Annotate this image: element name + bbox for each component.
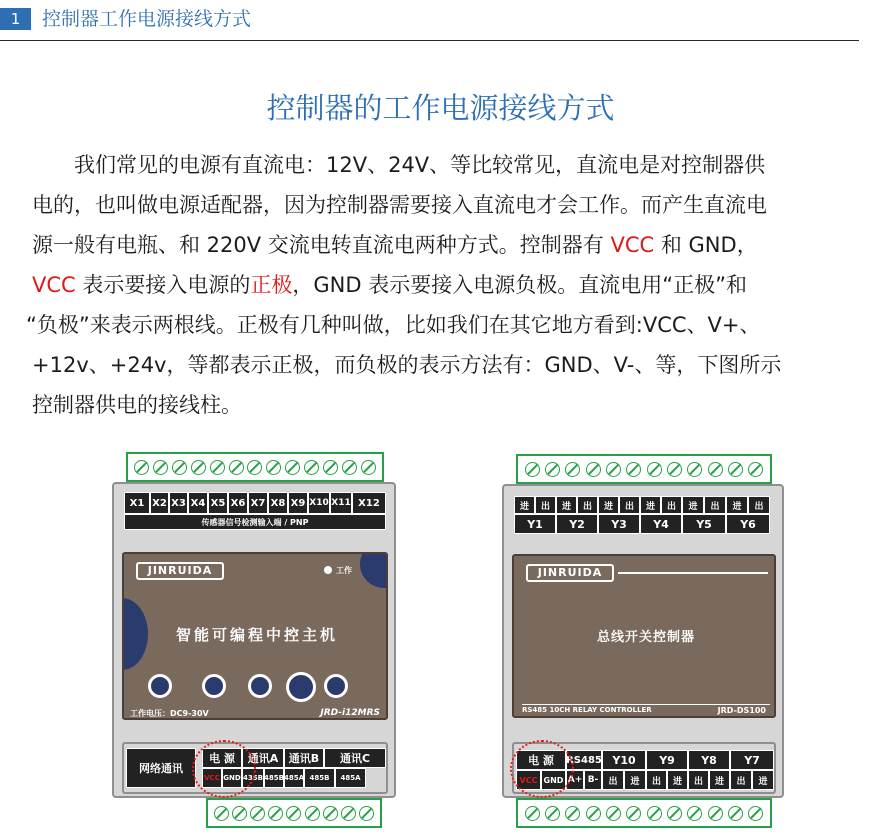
screw-icon — [626, 806, 641, 821]
model-label: JRD-i12MRS — [320, 708, 380, 718]
screw-icon — [266, 460, 281, 475]
screw-icon — [586, 806, 601, 821]
screw-icon — [545, 462, 560, 477]
power-highlight-ring — [510, 740, 574, 798]
power-group-label: 电 源 — [202, 748, 242, 768]
terminal-label: X3 — [169, 492, 188, 514]
screw-icon — [667, 806, 682, 821]
terminal-label: X11 — [330, 492, 352, 514]
output-label-y9: Y9 — [646, 750, 688, 770]
top-output-labels — [514, 514, 770, 534]
text: ，GND 表示要接入电源负极。直流电用“正极”和 — [292, 273, 747, 297]
power-group-label: 电 源 — [516, 750, 566, 770]
screw-icon — [153, 460, 168, 475]
text: 和 GND， — [654, 233, 758, 257]
terminal-label: X10 — [308, 492, 330, 514]
screw-icon — [728, 462, 743, 477]
screw-icon — [359, 806, 374, 821]
para-line-2: 电的，也叫做电源适配器，因为控制器需要接入直流电才会工作。而产生直流电 — [32, 193, 767, 217]
terminal-label: 485B — [304, 768, 335, 788]
terminal-label: X12 — [352, 492, 386, 514]
subtitle-label: RS485 10CH RELAY CONTROLLER — [522, 706, 652, 714]
front-panel — [512, 554, 776, 718]
screw-icon — [565, 806, 580, 821]
terminal-label: X9 — [288, 492, 308, 514]
screw-icon — [341, 806, 356, 821]
screw-icon — [305, 806, 320, 821]
voltage-label: 工作电压：DC9-30V — [130, 709, 209, 718]
screw-icon — [626, 462, 641, 477]
screw-icon — [748, 462, 763, 477]
screw-icon — [323, 460, 338, 475]
output-label-y5: Y5 — [682, 514, 726, 534]
screw-icon — [304, 460, 319, 475]
panel-button-4[interactable] — [286, 672, 316, 702]
screw-icon — [250, 806, 265, 821]
screw-icon — [525, 806, 540, 821]
screw-icon — [210, 460, 225, 475]
vcc-terminal: VCC — [516, 770, 541, 790]
top-terminal-block — [516, 454, 772, 484]
screw-icon — [134, 460, 149, 475]
panel-bottom-rule — [522, 704, 770, 705]
terminal-label: 进 — [709, 770, 730, 790]
section-header — [0, 4, 881, 34]
terminal-label: 出 — [748, 496, 770, 514]
terminal-label: 进 — [556, 496, 577, 514]
terminal-label: X4 — [188, 492, 208, 514]
panel-button-5[interactable] — [324, 674, 348, 698]
screw-icon — [687, 462, 702, 477]
para-line-7: 控制器供电的接线柱。 — [32, 393, 242, 417]
screw-icon — [748, 806, 763, 821]
terminal-label: X7 — [248, 492, 268, 514]
section-title: 控制器工作电源接线方式 — [42, 8, 252, 30]
output-label-y7: Y7 — [730, 750, 774, 770]
gnd-terminal: GND — [541, 770, 566, 790]
screw-icon — [667, 462, 682, 477]
work-led-icon — [324, 566, 332, 574]
screw-icon — [647, 806, 662, 821]
terminal-label: 进 — [640, 496, 661, 514]
para-line-3 — [32, 230, 758, 260]
top-terminal-caption: 传感器信号检测输入端 / PNP — [124, 514, 386, 530]
top-terminal-block — [126, 452, 384, 482]
comm-a-label: 通讯A — [242, 748, 284, 768]
terminal-label: 435B — [242, 768, 264, 788]
terminal-label: 进 — [726, 496, 748, 514]
screw-icon — [361, 460, 376, 475]
screw-icon — [606, 462, 621, 477]
terminal-label: 进 — [624, 770, 646, 790]
terminal-label: X1 — [124, 492, 150, 514]
terminal-label: A+ — [566, 770, 584, 790]
top-inout-labels — [514, 496, 770, 514]
terminal-label: 进 — [682, 496, 704, 514]
screw-icon — [342, 460, 357, 475]
power-highlight-ring — [192, 740, 256, 798]
panel-rule — [618, 572, 768, 574]
text: 表示要接入电源的 — [75, 273, 251, 297]
front-panel — [122, 552, 388, 720]
screw-icon — [191, 460, 206, 475]
screw-icon — [708, 462, 723, 477]
device-name: 智能可编程中控主机 — [175, 626, 338, 644]
header-divider — [0, 40, 859, 41]
terminal-label: X2 — [150, 492, 169, 514]
terminal-label: 出 — [661, 496, 682, 514]
corner-decoration — [360, 552, 388, 588]
screw-icon — [172, 460, 187, 475]
terminal-label: X5 — [208, 492, 228, 514]
brand-logo: JINRUIDA — [136, 562, 224, 580]
vcc-highlight: VCC — [610, 233, 655, 257]
screw-icon — [586, 462, 601, 477]
bus-switch-controller — [502, 454, 787, 832]
terminal-label: 485A — [335, 768, 366, 788]
bottom-terminal-block — [206, 798, 382, 828]
screw-icon — [647, 462, 662, 477]
terminal-label: 485A — [284, 768, 304, 788]
device-name: 总线开关控制器 — [596, 630, 695, 645]
screw-icon — [545, 806, 560, 821]
terminal-label: 出 — [619, 496, 640, 514]
vcc-terminal: VCC — [202, 768, 222, 788]
brand-logo: JINRUIDA — [526, 564, 614, 582]
terminal-label: X6 — [228, 492, 248, 514]
output-label-y6: Y6 — [726, 514, 770, 534]
terminal-label: 进 — [598, 496, 619, 514]
work-led-label: 工作 — [336, 566, 352, 575]
output-label-y2: Y2 — [556, 514, 598, 534]
para-line-4 — [32, 270, 747, 300]
comm-c-label: 通讯C — [324, 748, 386, 768]
screw-icon — [525, 462, 540, 477]
screw-icon — [247, 460, 262, 475]
document-title: 控制器的工作电源接线方式 — [266, 91, 615, 125]
comm-b-label: 通讯B — [284, 748, 324, 768]
terminal-label: 进 — [667, 770, 688, 790]
screw-icon — [229, 460, 244, 475]
vcc-highlight: VCC — [32, 273, 76, 297]
output-label-y4: Y4 — [640, 514, 682, 534]
terminal-label: 进 — [752, 770, 774, 790]
terminal-label: 出 — [602, 770, 624, 790]
para-line-6: +12v、+24v，等都表示正极，而负极的表示方法有：GND、V-、等，下图所示 — [32, 353, 782, 377]
bottom-terminal-block — [516, 798, 772, 828]
section-number: 1 — [0, 8, 31, 30]
terminal-label: 出 — [688, 770, 709, 790]
screw-icon — [708, 806, 723, 821]
screw-icon — [232, 806, 247, 821]
terminal-label: 出 — [704, 496, 726, 514]
gnd-terminal: GND — [222, 768, 242, 788]
net-comm-label: 网络通讯 — [126, 748, 196, 788]
screw-icon — [728, 806, 743, 821]
para-line-1: 我们常见的电源有直流电：12V、24V、等比较常见，直流电是对控制器供 — [74, 153, 766, 177]
terminal-label: 出 — [535, 496, 556, 514]
output-label-y3: Y3 — [598, 514, 640, 534]
positive-highlight: 正极 — [250, 273, 293, 297]
text: 源一般有电瓶、和 220V 交流电转直流电两种方式。控制器有 — [32, 233, 611, 257]
screw-icon — [565, 462, 580, 477]
terminal-label: 出 — [730, 770, 752, 790]
output-label-y1: Y1 — [514, 514, 556, 534]
terminal-label: X8 — [268, 492, 288, 514]
controller-main-unit — [110, 452, 400, 832]
model-label: JRD-DS100 — [717, 706, 766, 715]
screw-icon — [606, 806, 621, 821]
output-label-y8: Y8 — [688, 750, 730, 770]
screw-icon — [214, 806, 229, 821]
terminal-label: 进 — [514, 496, 535, 514]
rs485-label: RS485 — [566, 750, 602, 770]
terminal-label: B- — [584, 770, 602, 790]
top-terminal-labels — [124, 492, 386, 514]
terminal-label: 出 — [646, 770, 667, 790]
panel-button-2[interactable] — [202, 674, 226, 698]
terminal-label: 出 — [577, 496, 598, 514]
screw-icon — [285, 460, 300, 475]
terminal-label: 485B — [264, 768, 284, 788]
screw-icon — [268, 806, 283, 821]
output-label-y10: Y10 — [602, 750, 646, 770]
screw-icon — [687, 806, 702, 821]
screw-icon — [286, 806, 301, 821]
panel-button-1[interactable] — [148, 674, 172, 698]
panel-button-3[interactable] — [248, 674, 272, 698]
screw-icon — [323, 806, 338, 821]
para-line-5: “负极”来表示两根线。正极有几种叫做，比如我们在其它地方看到:VCC、V+、 — [26, 313, 761, 337]
